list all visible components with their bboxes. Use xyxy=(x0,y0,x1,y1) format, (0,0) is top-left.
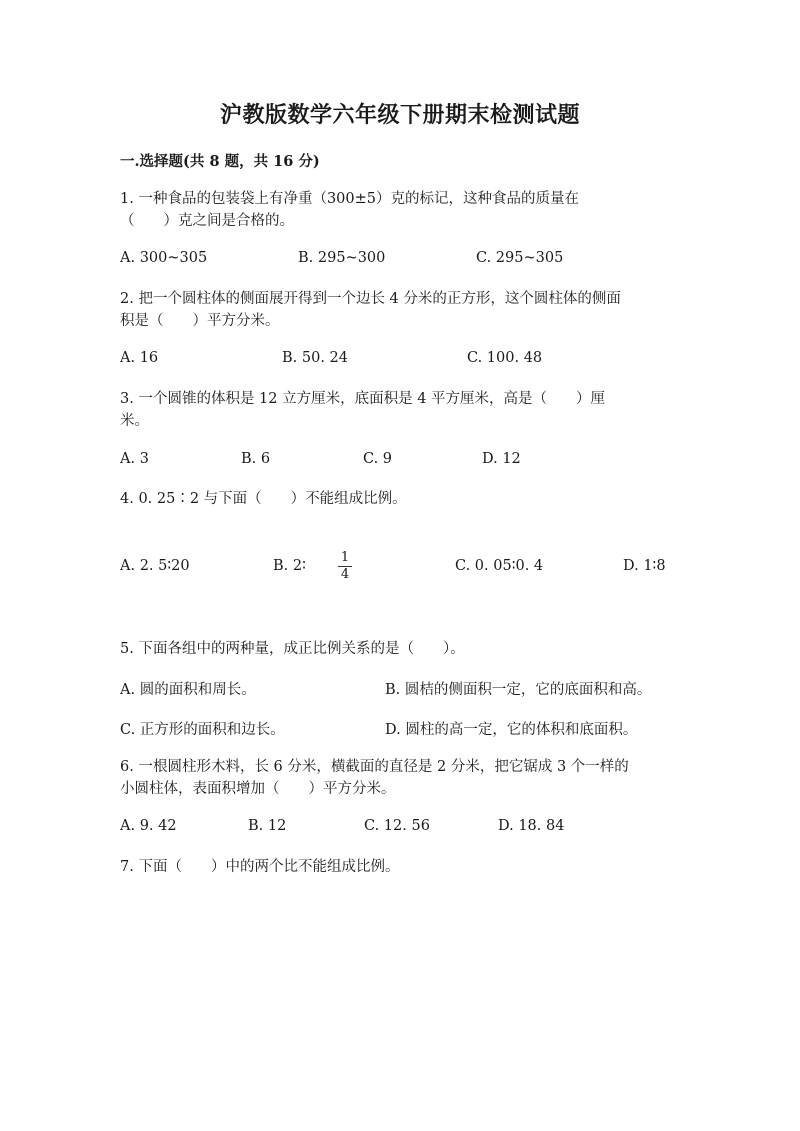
option-a: A. 2. 5∶20 xyxy=(120,558,190,574)
question-stem-line: 积是（ ）平方分米。 xyxy=(120,313,280,329)
option-c: C. 0. 05∶0. 4 xyxy=(455,558,544,574)
section-heading: 一.选择题(共 8 题，共 16 分) xyxy=(120,153,320,170)
option-b: B. 圆桔的侧面积一定，它的底面积和高。 xyxy=(385,682,652,698)
option-a: A. 3 xyxy=(120,451,149,467)
page-title: 沪教版数学六年级下册期末检测试题 xyxy=(219,102,580,128)
question-6 xyxy=(120,756,680,800)
option-d: D. 圆柱的高一定，它的体积和底面积。 xyxy=(385,722,638,738)
question-stem-line: 7. 下面（ ）中的两个比不能组成比例。 xyxy=(120,859,400,875)
option-a: A. 300~305 xyxy=(120,250,208,266)
option-a: A. 9. 42 xyxy=(120,818,177,834)
question-2 xyxy=(120,288,680,332)
option-a: A. 16 xyxy=(120,350,159,366)
question-stem-line: 4. 0. 25∶2 与下面（ ）不能组成比例。 xyxy=(120,491,407,507)
fraction-one-quarter xyxy=(338,551,352,582)
option-c: C. 100. 48 xyxy=(467,350,543,366)
question-stem-line: （ ）克之间是合格的。 xyxy=(120,213,294,229)
question-stem-line: 6. 一根圆柱形木料，长 6 分米，横截面的直径是 2 分米，把它锯成 3 个一样的 xyxy=(120,759,629,775)
question-stem-line: 小圆柱体，表面积增加（ ）平方分米。 xyxy=(120,781,396,797)
question-3 xyxy=(120,388,680,432)
fraction-numerator: 1 xyxy=(340,550,350,565)
question-1 xyxy=(120,188,680,232)
option-a: A. 圆的面积和周长。 xyxy=(120,682,256,698)
option-b: B. 6 xyxy=(241,451,271,467)
option-d: D. 18. 84 xyxy=(498,818,565,834)
question-stem-line: 3. 一个圆锥的体积是 12 立方厘米，底面积是 4 平方厘米，高是（ ）厘 xyxy=(120,391,606,407)
option-c: C. 9 xyxy=(363,451,393,467)
question-stem-line: 1. 一种食品的包装袋上有净重（300±5）克的标记，这种食品的质量在 xyxy=(120,191,579,207)
option-b: B. 12 xyxy=(248,818,287,834)
option-c: C. 正方形的面积和边长。 xyxy=(120,722,285,738)
option-b: B. 2∶ xyxy=(273,558,306,574)
option-c: C. 12. 56 xyxy=(364,818,430,834)
option-d: D. 12 xyxy=(482,451,521,467)
question-stem-line: 5. 下面各组中的两种量，成正比例关系的是（ ）。 xyxy=(120,641,465,657)
question-7 xyxy=(120,856,680,878)
question-stem-line: 米。 xyxy=(120,413,149,429)
fraction-denominator: 4 xyxy=(340,567,350,582)
option-b: B. 295~300 xyxy=(298,250,386,266)
question-4 xyxy=(120,488,680,510)
option-c: C. 295~305 xyxy=(476,250,564,266)
question-5 xyxy=(120,638,680,660)
option-b: B. 50. 24 xyxy=(282,350,348,366)
question-stem-line: 2. 把一个圆柱体的侧面展开得到一个边长 4 分米的正方形，这个圆柱体的侧面 xyxy=(120,291,621,307)
option-d: D. 1∶8 xyxy=(623,558,666,574)
